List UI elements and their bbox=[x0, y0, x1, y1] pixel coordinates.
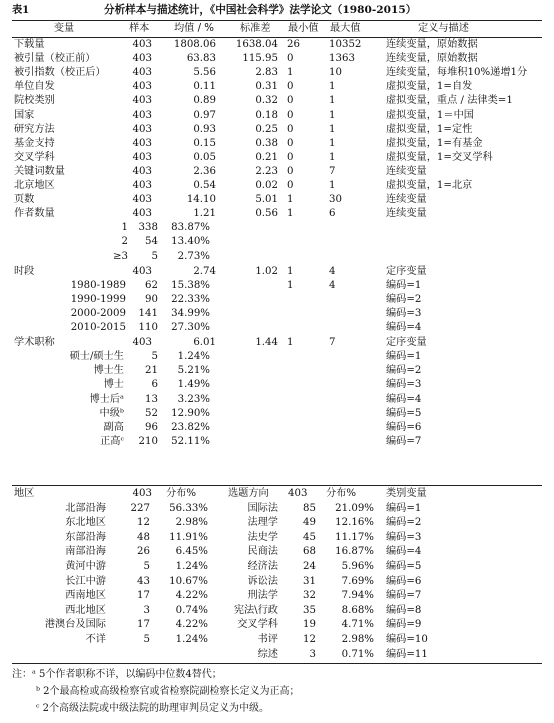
variable-name: 时段 bbox=[14, 265, 35, 277]
mean-value: 0.15 bbox=[193, 137, 216, 149]
title-level: 副高 bbox=[103, 421, 124, 433]
region-name: 港澳台及国际 bbox=[44, 619, 106, 631]
category-code: 编码=11 bbox=[386, 648, 428, 660]
max-value: 1 bbox=[329, 123, 336, 135]
sample-n: 403 bbox=[132, 39, 152, 50]
title-level: 中级ᵇ bbox=[99, 407, 124, 419]
sd-value: 0.21 bbox=[255, 151, 278, 163]
category-code: 编码=1 bbox=[386, 502, 422, 514]
title-n: 52 bbox=[145, 407, 158, 419]
period-level: 1980-1989 bbox=[70, 279, 126, 291]
title-n: 21 bbox=[145, 365, 158, 377]
region-name: 长江中游 bbox=[65, 575, 106, 587]
title-pct: 1.49% bbox=[177, 379, 210, 391]
sample-n: 403 bbox=[132, 337, 152, 349]
min-value: 0 bbox=[287, 151, 294, 163]
mean-value: 1.21 bbox=[193, 208, 216, 220]
min-value: 0 bbox=[287, 53, 294, 65]
sd-value: 1.02 bbox=[255, 265, 278, 277]
mean-value: 1808.06 bbox=[173, 39, 216, 50]
period-code: 编码=1 bbox=[386, 279, 422, 291]
author-count-pct: 13.40% bbox=[171, 236, 210, 248]
period-level: 1990-1999 bbox=[70, 293, 126, 305]
topic-name: 宪法\行政 bbox=[233, 604, 278, 616]
region-n: 12 bbox=[137, 517, 150, 529]
topic-name: 交叉学科 bbox=[237, 619, 278, 631]
region-name: 北部沿海 bbox=[65, 502, 106, 514]
mean-value: 0.05 bbox=[193, 151, 216, 163]
region-pct: 2.98% bbox=[175, 517, 208, 529]
max-value: 1 bbox=[329, 81, 336, 93]
variable-desc: 定序变量 bbox=[386, 265, 427, 277]
region-pct: 10.67% bbox=[169, 575, 208, 587]
sd-value: 1638.04 bbox=[235, 39, 278, 50]
period-n: 90 bbox=[145, 293, 158, 305]
header-max: 最大值 bbox=[330, 23, 361, 34]
title-n: 5 bbox=[151, 351, 158, 363]
variable-name: 被引指数（校正后） bbox=[14, 67, 106, 79]
min-value: 26 bbox=[287, 39, 300, 50]
variable-desc: 连续变量，原始数据 bbox=[386, 39, 478, 50]
variable-desc: 虚拟变量，1＝中国 bbox=[386, 109, 474, 121]
max-value: 1 bbox=[329, 109, 336, 121]
title-pct: 5.21% bbox=[177, 365, 210, 377]
topic-name: 书评 bbox=[257, 634, 278, 645]
min-value: 0 bbox=[287, 165, 294, 177]
sd-value: 2.83 bbox=[255, 67, 278, 79]
min-value: 0 bbox=[287, 137, 294, 149]
title-pct: 1.24% bbox=[177, 351, 210, 363]
mean-value: 63.83 bbox=[186, 53, 216, 65]
variable-name: 北京地区 bbox=[14, 180, 55, 191]
author-count-n: 54 bbox=[145, 236, 158, 248]
topic-pct: 5.96% bbox=[341, 561, 374, 572]
title-code: 编码=2 bbox=[386, 365, 422, 377]
period-code: 编码=2 bbox=[386, 293, 422, 305]
variable-desc: 连续变量，原始数据 bbox=[386, 53, 478, 65]
variable-desc: 虚拟变量，1=交叉学科 bbox=[386, 151, 493, 163]
min-value: 1 bbox=[287, 194, 294, 206]
title-code: 编码=7 bbox=[386, 435, 422, 447]
mean-value: 2.74 bbox=[193, 265, 216, 277]
max-value: 7 bbox=[329, 337, 336, 349]
sample-n: 403 bbox=[132, 109, 152, 121]
period-max: 4 bbox=[329, 279, 336, 291]
topic-name: 国际法 bbox=[247, 502, 278, 514]
topic-pct: 8.68% bbox=[341, 604, 374, 616]
author-count-n: 5 bbox=[151, 250, 158, 262]
author-count-pct: 2.73% bbox=[177, 250, 210, 262]
region-n: 43 bbox=[137, 575, 150, 587]
category-code: 编码=9 bbox=[386, 619, 422, 631]
min-value: 0 bbox=[287, 123, 294, 135]
title-n: 13 bbox=[145, 393, 158, 405]
variable-desc: 虚拟变量，1=定性 bbox=[386, 123, 473, 135]
variable-name: 基金支持 bbox=[14, 137, 55, 149]
region-pct: 4.22% bbox=[175, 590, 208, 602]
title-level: 硕士/硕士生 bbox=[69, 351, 124, 363]
mean-value: 2.36 bbox=[193, 165, 216, 177]
title-n: 96 bbox=[145, 421, 158, 433]
title-level: 博士 bbox=[103, 379, 124, 391]
period-pct: 34.99% bbox=[171, 307, 210, 319]
topic-pct: 4.71% bbox=[341, 619, 374, 631]
min-value: 0 bbox=[287, 109, 294, 121]
sample-n: 403 bbox=[132, 81, 152, 93]
author-count-n: 338 bbox=[138, 222, 158, 234]
variable-desc: 连续变量 bbox=[386, 194, 427, 206]
sd-value: 1.44 bbox=[255, 337, 278, 349]
topic-name: 刑法学 bbox=[247, 590, 278, 602]
topic-name: 民商法 bbox=[247, 546, 278, 558]
region-n: 5 bbox=[143, 634, 150, 645]
sample-n: 403 bbox=[132, 165, 152, 177]
region-n: 227 bbox=[130, 502, 150, 514]
topic-n-header: 403 bbox=[288, 488, 308, 499]
title-level: 正高ᶜ bbox=[100, 435, 124, 447]
top-rule bbox=[12, 20, 542, 21]
topic-n: 19 bbox=[303, 619, 316, 631]
variable-desc: 虚拟变量，1=自发 bbox=[386, 81, 473, 93]
topic-n: 12 bbox=[303, 634, 316, 645]
region-n: 5 bbox=[143, 561, 150, 572]
region-name: 不详 bbox=[85, 634, 106, 645]
header-min: 最小值 bbox=[288, 23, 319, 34]
sd-value: 0.32 bbox=[255, 95, 278, 107]
max-value: 10 bbox=[329, 67, 342, 79]
category-code: 编码=4 bbox=[386, 546, 422, 558]
region-name: 黄河中游 bbox=[65, 561, 106, 572]
mean-value: 0.89 bbox=[193, 95, 216, 107]
topic-pct: 12.16% bbox=[335, 517, 374, 529]
sample-n: 403 bbox=[132, 67, 152, 79]
sd-value: 0.38 bbox=[255, 137, 278, 149]
variable-desc: 虚拟变量，1=北京 bbox=[386, 180, 473, 191]
title-code: 编码=5 bbox=[386, 407, 422, 419]
region-n: 48 bbox=[137, 531, 150, 543]
region-rule-top bbox=[12, 485, 542, 486]
topic-n: 24 bbox=[303, 561, 316, 572]
region-pct-header: 分布% bbox=[166, 488, 197, 499]
max-value: 10352 bbox=[329, 39, 362, 50]
variable-name: 下载量 bbox=[14, 39, 45, 50]
variable-name: 被引量（校正前） bbox=[14, 53, 96, 65]
topic-n: 68 bbox=[303, 546, 316, 558]
title-code: 编码=3 bbox=[386, 379, 422, 391]
author-count-level: ≥3 bbox=[112, 250, 128, 262]
topic-n: 49 bbox=[303, 517, 316, 529]
sd-value: 0.25 bbox=[255, 123, 278, 135]
period-code: 编码=4 bbox=[386, 322, 422, 333]
max-value: 1363 bbox=[329, 53, 355, 65]
category-code: 编码=3 bbox=[386, 531, 422, 543]
region-pct: 1.24% bbox=[175, 634, 208, 645]
sample-n: 403 bbox=[132, 123, 152, 135]
topic-n: 45 bbox=[303, 531, 316, 543]
sample-n: 403 bbox=[132, 53, 152, 65]
author-count-level: 1 bbox=[121, 222, 128, 234]
topic-n: 85 bbox=[303, 502, 316, 514]
topic-name: 法史学 bbox=[247, 531, 278, 543]
sample-n: 403 bbox=[132, 137, 152, 149]
table-title: 分析样本与描述统计，《中国社会科学》法学论文（1980-2015） bbox=[104, 4, 417, 16]
category-code: 编码=8 bbox=[386, 604, 422, 616]
region-pct: 4.22% bbox=[175, 619, 208, 631]
topic-pct: 7.69% bbox=[341, 575, 374, 587]
max-value: 7 bbox=[329, 165, 336, 177]
author-count-level: 2 bbox=[121, 236, 128, 248]
topic-pct: 7.94% bbox=[341, 590, 374, 602]
region-n: 26 bbox=[137, 546, 150, 558]
variable-name: 页数 bbox=[14, 194, 35, 206]
title-code: 编码=1 bbox=[386, 351, 422, 363]
topic-name: 经济法 bbox=[247, 561, 278, 572]
title-code: 编码=6 bbox=[386, 421, 422, 433]
region-name: 西南地区 bbox=[65, 590, 106, 602]
mean-value: 0.97 bbox=[193, 109, 216, 121]
variable-name: 交叉学科 bbox=[14, 151, 55, 163]
sd-value: 0.02 bbox=[255, 180, 278, 191]
mean-value: 0.11 bbox=[193, 81, 216, 93]
max-value: 4 bbox=[329, 265, 336, 277]
title-pct: 12.90% bbox=[171, 407, 210, 419]
sd-value: 115.95 bbox=[242, 53, 278, 65]
topic-pct-header: 分布% bbox=[326, 488, 357, 499]
topic-pct: 0.71% bbox=[341, 648, 374, 660]
variable-name: 作者数量 bbox=[14, 208, 55, 220]
mean-value: 5.56 bbox=[193, 67, 216, 79]
sample-n: 403 bbox=[132, 95, 152, 107]
variable-name: 单位自发 bbox=[14, 81, 55, 93]
table-note: ᵇ 2个最高检或高级检察官或省检察院副检察长定义为正高； bbox=[36, 686, 300, 697]
header-desc: 定义与描述 bbox=[418, 23, 469, 34]
region-n-header: 403 bbox=[132, 488, 152, 499]
topic-n: 31 bbox=[303, 575, 316, 587]
topic-pct: 16.87% bbox=[335, 546, 374, 558]
min-value: 1 bbox=[287, 265, 294, 277]
region-pct: 0.74% bbox=[175, 604, 208, 616]
sd-value: 0.18 bbox=[255, 109, 278, 121]
region-n: 17 bbox=[137, 590, 150, 602]
topic-name: 法理学 bbox=[247, 517, 278, 529]
region-rule-bottom bbox=[12, 663, 542, 664]
mean-value: 0.54 bbox=[193, 180, 216, 191]
min-value: 1 bbox=[287, 208, 294, 220]
variable-name: 院校类别 bbox=[14, 95, 55, 107]
sd-value: 0.31 bbox=[255, 81, 278, 93]
table-note: ᶜ 2个高级法院或中级法院的助理审判员定义为中级。 bbox=[36, 703, 270, 714]
title-n: 210 bbox=[138, 435, 158, 447]
header-mean: 均值 / % bbox=[174, 23, 214, 34]
topic-name: 诉讼法 bbox=[247, 575, 278, 587]
category-code: 编码=2 bbox=[386, 517, 422, 529]
variable-name: 关键词数量 bbox=[14, 165, 65, 177]
min-value: 0 bbox=[287, 95, 294, 107]
sample-n: 403 bbox=[132, 194, 152, 206]
variable-desc: 虚拟变量，重点 / 法律类=1 bbox=[386, 95, 513, 107]
title-pct: 23.82% bbox=[171, 421, 210, 433]
mean-value: 6.01 bbox=[193, 337, 216, 349]
min-value: 0 bbox=[287, 180, 294, 191]
max-value: 1 bbox=[329, 95, 336, 107]
variable-name: 国家 bbox=[14, 109, 35, 121]
topic-n: 32 bbox=[303, 590, 316, 602]
region-name: 南部沿海 bbox=[65, 546, 106, 558]
period-min: 1 bbox=[287, 279, 294, 291]
title-code: 编码=4 bbox=[386, 393, 422, 405]
category-code: 编码=7 bbox=[386, 590, 422, 602]
topic-header: 选题方向 bbox=[228, 488, 269, 499]
variable-desc: 定序变量 bbox=[386, 337, 427, 349]
region-name: 东部沿海 bbox=[65, 531, 106, 543]
min-value: 1 bbox=[287, 67, 294, 79]
max-value: 6 bbox=[329, 208, 336, 220]
topic-pct: 2.98% bbox=[341, 634, 374, 645]
region-name: 东北地区 bbox=[65, 517, 106, 529]
max-value: 30 bbox=[329, 194, 342, 206]
period-n: 141 bbox=[138, 307, 158, 319]
category-code: 编码=5 bbox=[386, 561, 422, 572]
region-header: 地区 bbox=[14, 488, 35, 499]
variable-name: 研究方法 bbox=[14, 123, 55, 135]
topic-n: 3 bbox=[309, 648, 316, 660]
category-code: 编码=6 bbox=[386, 575, 422, 587]
region-pct: 1.24% bbox=[175, 561, 208, 572]
region-n: 3 bbox=[143, 604, 150, 616]
sample-n: 403 bbox=[132, 208, 152, 220]
min-value: 1 bbox=[287, 337, 294, 349]
max-value: 1 bbox=[329, 137, 336, 149]
header-variable: 变量 bbox=[53, 23, 75, 34]
table-note: 注：ᵃ 5个作者职称不详，以编码中位数4替代； bbox=[12, 669, 222, 680]
mean-value: 14.10 bbox=[186, 194, 216, 206]
category-header: 类别变量 bbox=[386, 488, 427, 499]
author-count-pct: 83.87% bbox=[171, 222, 210, 234]
title-level: 博士后ᵃ bbox=[89, 393, 124, 405]
title-pct: 3.23% bbox=[177, 393, 210, 405]
period-code: 编码=3 bbox=[386, 307, 422, 319]
period-pct: 27.30% bbox=[171, 322, 210, 333]
header-n: 样本 bbox=[129, 23, 150, 34]
sd-value: 0.56 bbox=[255, 208, 278, 220]
max-value: 1 bbox=[329, 180, 336, 191]
period-n: 110 bbox=[138, 322, 158, 333]
title-pct: 52.11% bbox=[171, 435, 210, 447]
variable-desc: 虚拟变量，1=有基金 bbox=[386, 137, 483, 149]
region-pct: 56.33% bbox=[169, 502, 208, 514]
region-n: 17 bbox=[137, 619, 150, 631]
mean-value: 0.93 bbox=[193, 123, 216, 135]
region-name: 西北地区 bbox=[65, 604, 106, 616]
topic-name: 综述 bbox=[257, 648, 278, 660]
category-code: 编码=10 bbox=[386, 634, 428, 645]
topic-n: 35 bbox=[303, 604, 316, 616]
sd-value: 5.01 bbox=[255, 194, 278, 206]
region-pct: 11.91% bbox=[169, 531, 208, 543]
region-pct: 6.45% bbox=[175, 546, 208, 558]
title-level: 博士生 bbox=[93, 365, 124, 377]
header-sd: 标准差 bbox=[240, 23, 271, 34]
period-level: 2000-2009 bbox=[70, 307, 126, 319]
period-level: 2010-2015 bbox=[70, 322, 126, 333]
sample-n: 403 bbox=[132, 151, 152, 163]
variable-desc: 连续变量，每堆积10%递增1分 bbox=[386, 67, 528, 79]
sd-value: 2.23 bbox=[255, 165, 278, 177]
period-pct: 15.38% bbox=[171, 279, 210, 291]
sample-n: 403 bbox=[132, 180, 152, 191]
table-label: 表1 bbox=[12, 4, 30, 16]
max-value: 1 bbox=[329, 151, 336, 163]
variable-desc: 连续变量 bbox=[386, 208, 427, 220]
topic-pct: 21.09% bbox=[335, 502, 374, 514]
title-n: 6 bbox=[151, 379, 158, 391]
period-n: 62 bbox=[145, 279, 158, 291]
min-value: 0 bbox=[287, 81, 294, 93]
sample-n: 403 bbox=[132, 265, 152, 277]
variable-name: 学术职称 bbox=[14, 337, 55, 349]
period-pct: 22.33% bbox=[171, 293, 210, 305]
variable-desc: 连续变量 bbox=[386, 165, 427, 177]
topic-pct: 11.17% bbox=[335, 531, 374, 543]
